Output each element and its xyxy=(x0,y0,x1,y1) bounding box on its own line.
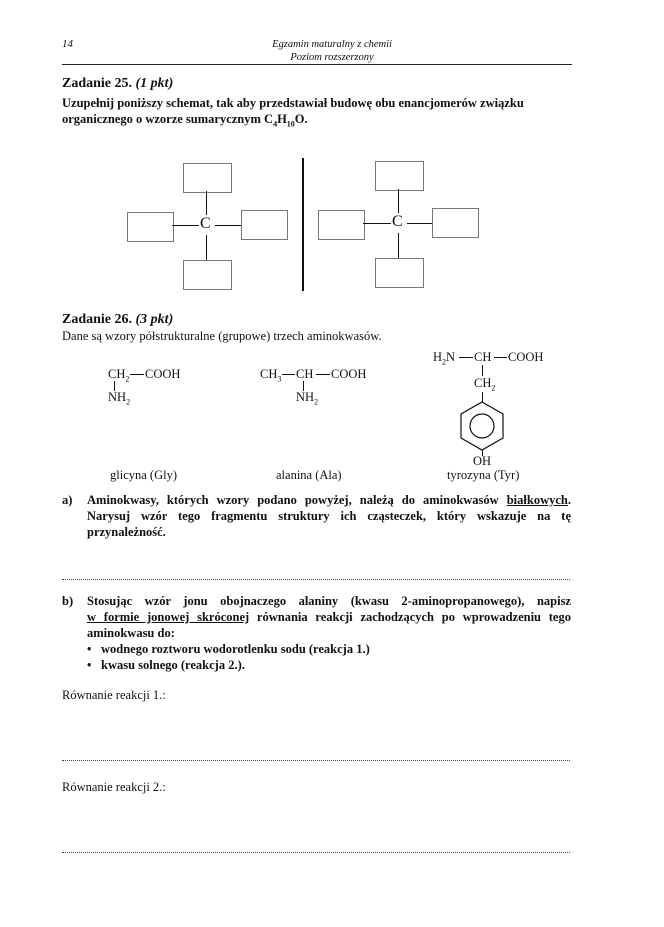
task26-intro: Dane są wzory półstrukturalne (grupowe) trzech aminokwasów. xyxy=(62,329,382,343)
task26-points: (3 pkt) xyxy=(135,312,174,327)
bond-top-right xyxy=(398,189,399,213)
part-b-line1: Stosując wzór jonu obojnaczego alaniny (kwasu 2-aminopropanowego), napisz xyxy=(87,594,571,608)
bond-left-left xyxy=(172,225,199,226)
alanine-nh2: $NH_2$ xyxy=(296,390,319,407)
part-a-line3: przynależność. xyxy=(87,525,166,539)
task26-title xyxy=(62,312,173,328)
equation1-label: Równanie reakcji 1.: xyxy=(62,688,166,702)
part-b-bullet2: • kwasu solnego (reakcja 2.). xyxy=(87,658,245,672)
answer-line-part-a[interactable] xyxy=(62,579,570,580)
bullet-icon: • xyxy=(87,642,92,656)
tyrosine-h2n: $H_2N$ xyxy=(433,350,456,367)
task25-instruction xyxy=(62,95,577,133)
tyrosine-bond-cooh xyxy=(494,357,507,358)
glycine-cooh: COOH xyxy=(145,367,181,381)
bond-bottom-left xyxy=(206,235,207,260)
part-b-question xyxy=(87,593,571,673)
tyrosine-oh: OH xyxy=(473,454,492,468)
tyrosine-ch: CH xyxy=(474,350,492,364)
tyrosine-bond-n-ch xyxy=(459,357,473,358)
bond-right-left xyxy=(215,225,241,226)
alanine-bond-ch3-ch xyxy=(282,374,295,375)
substituent-box-right-left[interactable] xyxy=(241,210,288,240)
answer-line-equation1[interactable] xyxy=(62,760,570,761)
alanine-ch: CH xyxy=(296,367,314,381)
bond-left-right xyxy=(363,223,391,224)
header-title-line1: Egzamin maturalny z chemii xyxy=(272,39,392,50)
alanine-bond-cooh xyxy=(316,374,330,375)
substituent-box-top-right[interactable] xyxy=(375,161,424,191)
task25-instruction-line1: Uzupełnij poniższy schemat, tak aby przedstawiał budowę obu enancjomerów związku xyxy=(62,96,524,110)
equation2-label: Równanie reakcji 2.: xyxy=(62,780,166,794)
glycine-ch2: $CH_2$ xyxy=(108,367,130,384)
substituent-box-left-left[interactable] xyxy=(127,212,174,242)
bond-bottom-right xyxy=(398,233,399,258)
alanine-cooh: COOH xyxy=(331,367,367,381)
part-a-line1: Aminokwasy, których wzory podano powyżej, należą do aminokwasów białkowych. xyxy=(87,493,571,507)
tyrosine-name: tyrozyna (Tyr) xyxy=(447,468,520,482)
task26-title-text: Zadanie 26. xyxy=(62,312,133,327)
header-title-line2: Poziom rozszerzony xyxy=(290,52,374,63)
part-b-line2: w formie jonowej skróconej równania reakcji zachodzących po wprowadzeniu tego xyxy=(87,610,571,624)
answer-line-equation2[interactable] xyxy=(62,852,570,853)
task25-title xyxy=(62,76,173,92)
alanine-ch3: $CH_3$ xyxy=(260,367,282,384)
bond-right-right xyxy=(407,223,432,224)
task25-title-text: Zadanie 25. xyxy=(62,76,133,91)
page-number: 14 xyxy=(62,38,73,50)
tyrosine-cooh: COOH xyxy=(508,350,544,364)
part-b-label: b) xyxy=(62,594,74,608)
substituent-box-right-right[interactable] xyxy=(432,208,479,238)
tyrosine-ch2: $CH_2$ xyxy=(474,376,496,393)
bond-top-left xyxy=(206,191,207,215)
part-a-label: a) xyxy=(62,493,73,507)
header-divider xyxy=(62,64,572,65)
bullet-icon: • xyxy=(87,658,92,672)
substituent-box-left-right[interactable] xyxy=(318,210,365,240)
glycine-bond-cooh xyxy=(130,374,144,375)
benzene-ring-icon xyxy=(458,401,506,451)
part-a-line2: Narysuj wzór tego fragmentu struktury ich cząsteczek, który wskazuje na tę xyxy=(87,509,571,523)
task25-points: (1 pkt) xyxy=(135,76,174,91)
part-b-bullet1: • wodnego roztworu wodorotlenku sodu (reakcja 1.) xyxy=(87,642,370,656)
substituent-box-top-left[interactable] xyxy=(183,163,232,193)
task25-instruction-line2: organicznego o wzorze sumarycznym $C_4H_{10}O$. xyxy=(62,112,308,129)
substituent-box-bottom-left[interactable] xyxy=(183,260,232,290)
page-header xyxy=(0,38,664,64)
part-b-line3: aminokwasu do: xyxy=(87,626,175,640)
carbon-atom-left: C xyxy=(200,215,211,232)
tyrosine-bond-ch-ch2 xyxy=(482,365,483,376)
mirror-plane-line xyxy=(302,158,304,291)
carbon-atom-right: C xyxy=(392,213,403,230)
alanine-name: alanina (Ala) xyxy=(276,468,342,482)
glycine-nh2: $NH_2$ xyxy=(108,390,131,407)
part-a-question xyxy=(87,492,571,540)
substituent-box-bottom-right[interactable] xyxy=(375,258,424,288)
glycine-name: glicyna (Gly) xyxy=(110,468,177,482)
